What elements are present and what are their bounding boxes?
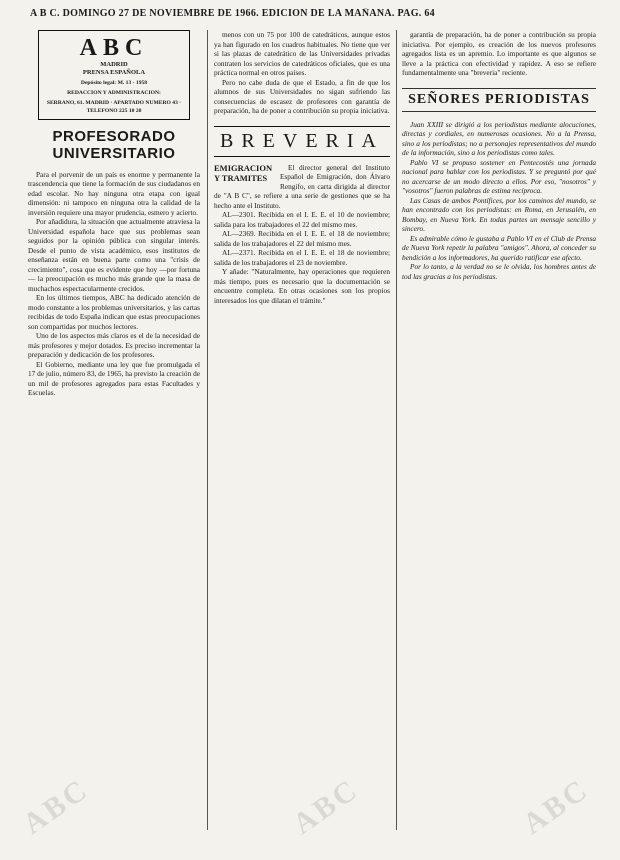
masthead-deposito: Depósito legal: M. 13 - 1958 [80, 80, 148, 86]
paragraph: Pablo VI se propuso sostener en Pentecostés una jornada nacional para hablar con los periodistas. Y se preguntó por qué no acercarse de un modo directo a ellos. Por eso, "nosotros" y "vosotros" fueron palabras de estima recíproca. [402, 157, 596, 195]
column-divider [396, 30, 397, 830]
paragraph: menos con un 75 por 100 de catedráticos, aunque estos ya han figurado en los cuadros habituales. No tiene que ver si las plazas de catedrático de las Universidades privadas contraten los servicios de catedráticos oficiales, que es una práctica normal en otros países. [214, 30, 390, 77]
breveria-body [214, 163, 390, 306]
paragraph: garantía de preparación, ha de poner a contribución su propia iniciativa. Por ejemplo, es creación de los nuevos profesores agregados lista es un apremio. Lo importante es que algunos se lleve a la práctica con efectividad y rapidez. A eso se refiere fundamentalmente una "breveria" reciente. [402, 30, 596, 77]
watermark: ABC [16, 772, 95, 841]
paragraph: Por lo tanto, a la verdad no se le olvida, los hombres antes de tod las gracias a los periodistas. [402, 262, 596, 281]
paragraph: El Gobierno, mediante una ley que fue promulgada el 17 de julio, número 83, de 1965, ha previsto la creación de un mil de profesores agregados para estas Facultades y Escuelas. [28, 359, 200, 398]
paragraph: En los últimos tiempos, ABC ha dedicado atención de modo constante a los problemas universitarios, y las cartas recibidas de todo España indican que estas preocupaciones son compartidas por muchos lectores. [28, 293, 200, 331]
watermark: ABC [286, 772, 365, 841]
column-left [28, 30, 200, 842]
watermark: ABC [516, 772, 595, 841]
column-divider [207, 30, 208, 830]
paragraph: Las Casas de ambos Pontífices, por los caminos del mundo, se han encontrado con los periodistas: en Roma, en Jerusalén, en Bombay, en Nueva York. En todas partes un mensaje sencillo y sincero. [402, 195, 596, 233]
paragraph: El director general del Instituto Español de Emigración, don Álvaro Rengifo, en carta dirigida al director de "A B C", se refiere a una serie de gestiones que se ha hecho ante el Instituto. [214, 162, 390, 210]
paragraph: Pero no cabe duda de que el Estado, a fin de que los alumnos de sus Universidades no sigan sufriendo las consecuencias de escasez de profesores con garantía de preparación, ha de poner a contribución su propia iniciativa. [214, 77, 390, 115]
article-body [28, 170, 200, 398]
paragraph: Y añade: "Naturalmente, hay operaciones que requieren más tiempo, pues es necesario que la documentación se encuentre completa. En otras ocasiones son los propios interesados los que dilatan el trámite." [214, 267, 390, 305]
masthead-box [38, 30, 190, 120]
article-continuation [402, 30, 596, 78]
article-body [402, 120, 596, 282]
abc-logo: ABC [79, 35, 149, 61]
article-continuation [214, 30, 390, 116]
paragraph: AL—2301. Recibida en el I. E. E. el 10 de noviembre; salida para los trabajadores el 22 del mismo mes. [214, 210, 390, 229]
breveria-title: BREVERIA [214, 126, 390, 157]
column-right [402, 30, 596, 842]
paragraph: Es admirable cómo le gustaba a Pablo VI en el Club de Prensa de Nueva York repetir la palabra "amigos". Ahora, al conceder su bendición a los informadores, ha querido ratificar ese afecto. [402, 233, 596, 262]
column-middle [214, 30, 390, 842]
breveria-subhead: EMIGRACION Y TRAMITES [214, 162, 273, 183]
paragraph: Por añadidura, la situación que actualmente atraviesa la Universidad española hace que sus problemas sean seguidos por la opinión pública con singular interés. Desde el punto de vista académico, esos institutos de enseñanza están en buena parte como una "crisis de crecimiento", cosa que es evidente que hoy —por fortuna— la preocupación es mucho más grande que la masa de muchachos espectacularmente crecidos. [28, 217, 200, 293]
article-headline: SEÑORES PERIODISTAS [402, 88, 596, 112]
masthead-line1: MADRID [100, 61, 128, 68]
masthead-line2: PRENSA ESPAÑOLA [82, 69, 146, 76]
page-header: A B C. DOMINGO 27 DE NOVIEMBRE DE 1966. EDICION DE LA MAÑANA. PAG. 64 [30, 8, 435, 19]
paragraph: Para el porvenir de un país es enorme y permanente la trascendencia que tiene la formación de sus ciudadanos en edad escolar. No hay ninguna otra etapa con igual dimensión: ni tampoco en ninguna otra la calidad de la inversión requiere una mayor prudencia, esmero y acierto. [28, 169, 200, 217]
masthead-address: SERRANO, 61. MADRID · APARTADO NUMERO 43 · TELEFONO 225 10 20 [46, 100, 182, 114]
paragraph: AL—2369. Recibida en el I. E. E. el 18 de noviembre; salida de los trabajadores el 22 del mismo mes. [214, 229, 390, 248]
paragraph: Juan XXIII se dirigió a los periodistas mediante alocuciones, directas y cordiales, en numerosas ocasiones. No a la Prensa, sino a los periodistas; no a personajes representativos del mundo de la información, sino a los periodistas como tales. [402, 119, 596, 157]
paragraph: AL—2371. Recibida en el I. E. E. el 18 de noviembre; salida de los trabajadores el 23 de noviembre. [214, 248, 390, 267]
masthead-redaccion: REDACCION Y ADMINISTRACION: [67, 90, 161, 97]
paragraph: Uno de los aspectos más claros es el de la necesidad de más profesores y mejor dotados. Es preciso incrementar la preparación y dedicación de los profesores. [28, 331, 200, 360]
article-headline: PROFESORADO UNIVERSITARIO [52, 127, 176, 162]
